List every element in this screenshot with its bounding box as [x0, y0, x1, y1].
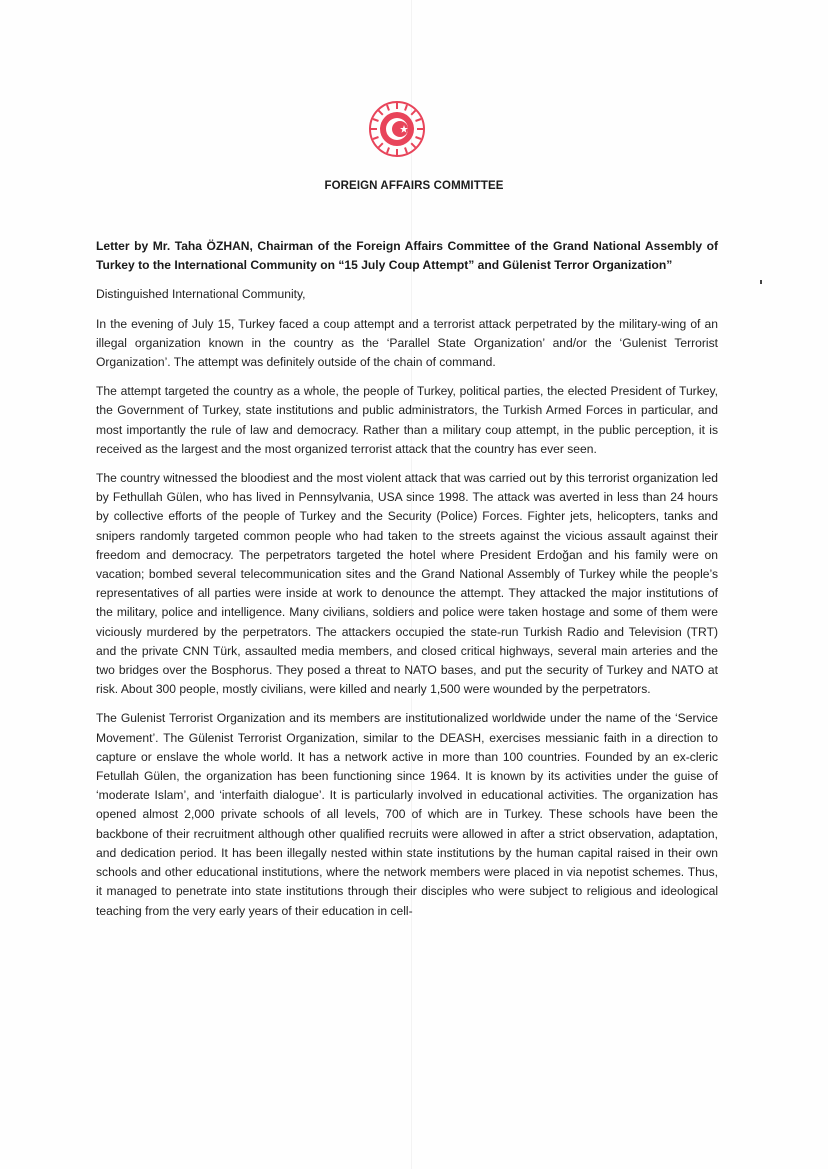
letter-body: [96, 237, 718, 931]
scan-speck: [760, 280, 762, 284]
letter-title: Letter by Mr. Taha ÖZHAN, Chairman of the Foreign Affairs Committee of the Grand National Assembly of Turkey to the International Community on “15 July Coup Attempt” and Gülenist Terror Organization”: [96, 239, 718, 273]
paragraph-4: The Gulenist Terrorist Organization and its members are institutionalized worldwide under the name of the ‘Service Movement’. The Gülenist Terrorist Organization, similar to the DEASH, exercises messianic faith in a direction to capture or enslave the whole world. It has a network active in more than 100 countries. Founded by an ex-cleric Fetullah Gülen, the organization has been functioning since 1964. It is known by its activities under the guise of ‘moderate Islam’, and ‘interfaith dialogue’. It is particularly involved in educational activities. The organization has opened almost 2,000 private schools of all levels, 700 of which are in Turkey. These schools have been the backbone of their recruitment although other qualified recruits were allowed in after a strict observation, adaptation, and dedication period. It has been illegally nested within state institutions by the human capital raised in their own schools and other educational institutions, where the network members were placed in via nepotist schemes. Thus, it managed to penetrate into state institutions through their disciples who were subject to religious and ideological teaching from the very early years of their education in cell-: [96, 711, 718, 918]
tbmm-emblem-icon: [369, 101, 425, 157]
letter-greeting: Distinguished International Community,: [96, 287, 306, 302]
paragraph-3: The country witnessed the bloodiest and the most violent attack that was carried out by this terrorist organization led by Fethullah Gülen, who has lived in Pennsylvania, USA since 1998. The attack was averted in less than 24 hours by collective efforts of the people of Turkey and the Security (Police) Forces. Fighter jets, helicopters, tanks and snipers randomly targeted common people who had taken to the streets against the vicious assault against their freedom and democracy. The perpetrators targeted the hotel where President Erdoğan and his family were on vacation; bombed several telecommunication sites and the Grand National Assembly of Turkey while the people’s representatives of all parties were inside at work to denounce the attempt. They attacked the major institutions of the military, police and intelligence. Many civilians, soldiers and police were taken hostage and some of them were viciously murdered by the perpetrators. The attackers occupied the state-run Turkish Radio and Television (TRT) and the private CNN Türk, assaulted media members, and closed critical highways, several main arteries and the two bridges over the Bosphorus. They posed a threat to NATO bases, and put the security of Turkey and NATO at risk. About 300 people, mostly civilians, were killed and nearly 1,500 were wounded by the perpetrators.: [96, 471, 718, 697]
committee-heading: FOREIGN AFFAIRS COMMITTEE: [324, 180, 504, 192]
paragraph-2: The attempt targeted the country as a whole, the people of Turkey, political parties, the elected President of Turkey, the Government of Turkey, state institutions and public administrators, the Turkish Armed Forces in particular, and most importantly the rule of law and democracy. Rather than a military coup attempt, in the public perception, it is received as the largest and the most organized terrorist attack that the country has ever seen.: [96, 384, 718, 456]
paragraph-1: In the evening of July 15, Turkey faced a coup attempt and a terrorist attack perpetrated by the military-wing of an illegal organization known in the country as the ‘Parallel State Organization’ and/or the ‘Gulenist Terrorist Organization’. The attempt was definitely outside of the chain of command.: [96, 316, 718, 370]
